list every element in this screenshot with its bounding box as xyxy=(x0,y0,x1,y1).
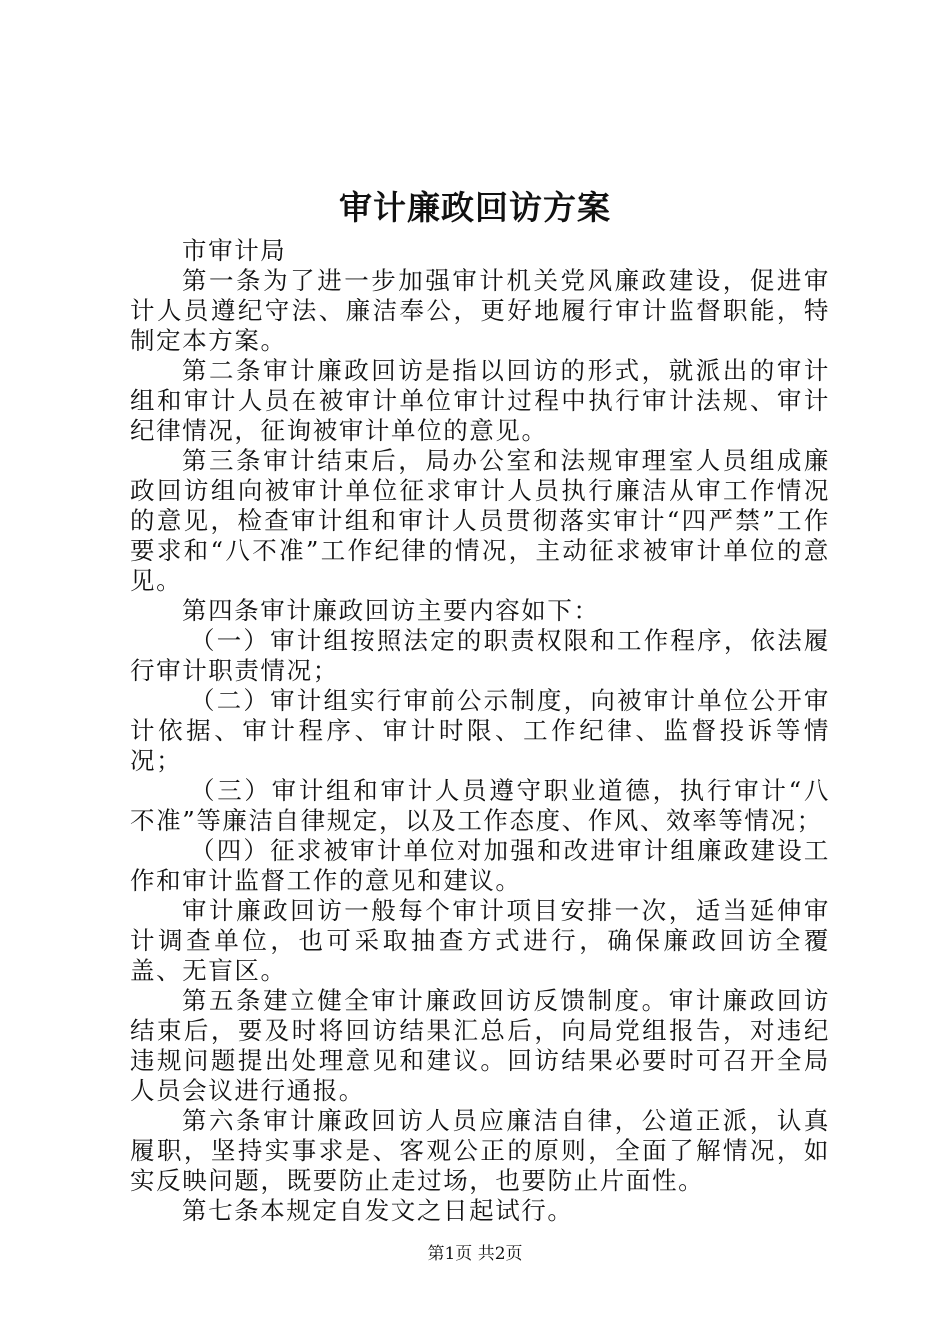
org-line: 市审计局 xyxy=(182,236,287,265)
paragraph-article-6: 第六条审计廉政回访人员应廉洁自律，公道正派，认真履职，坚持实事求是、客观公正的原则，全面了解情况，如实反映问题，既要防止走过场，也要防止片面性。 xyxy=(130,1106,830,1195)
page-number: 第1页 共2页 xyxy=(427,1244,523,1264)
list-item-2: （二）审计组实行审前公示制度，向被审计单位公开审计依据、审计程序、审计时限、工作纪律、监督投诉等情况； xyxy=(130,686,830,775)
list-item-4: （四）征求被审计单位对加强和改进审计组廉政建设工作和审计监督工作的意见和建议。 xyxy=(130,836,830,895)
paragraph-article-3: 第三条审计结束后，局办公室和法规审理室人员组成廉政回访组向被审计单位征求审计人员执行廉洁从审工作情况的意见，检查审计组和审计人员贯彻落实审计“四严禁”工作要求和“八不准”工作纪律的情况，主动征求被审计单位的意见。 xyxy=(130,446,830,595)
paragraph-article-5: 第五条建立健全审计廉政回访反馈制度。审计廉政回访结束后，要及时将回访结果汇总后，向局党组报告，对违纪违规问题提出处理意见和建议。回访结果必要时可召开全局人员会议进行通报。 xyxy=(130,986,830,1105)
document-body xyxy=(130,236,830,1226)
document-title: 审计廉政回访方案 xyxy=(339,188,611,227)
paragraph-article-7: 第七条本规定自发文之日起试行。 xyxy=(182,1196,574,1225)
list-item-1: （一）审计组按照法定的职责权限和工作程序，依法履行审计职责情况； xyxy=(130,626,830,685)
list-item-3: （三）审计组和审计人员遵守职业道德，执行审计“八不准”等廉洁自律规定，以及工作态度、作风、效率等情况； xyxy=(130,776,830,835)
paragraph-visit-frequency: 审计廉政回访一般每个审计项目安排一次，适当延伸审计调查单位，也可采取抽查方式进行，确保廉政回访全覆盖、无盲区。 xyxy=(130,896,830,985)
paragraph-article-1: 第一条为了进一步加强审计机关党风廉政建设，促进审计人员遵纪守法、廉洁奉公，更好地履行审计监督职能，特制定本方案。 xyxy=(130,266,830,355)
paragraph-article-4: 第四条审计廉政回访主要内容如下： xyxy=(182,596,600,625)
paragraph-article-2: 第二条审计廉政回访是指以回访的形式，就派出的审计组和审计人员在被审计单位审计过程中执行审计法规、审计纪律情况，征询被审计单位的意见。 xyxy=(130,356,830,445)
